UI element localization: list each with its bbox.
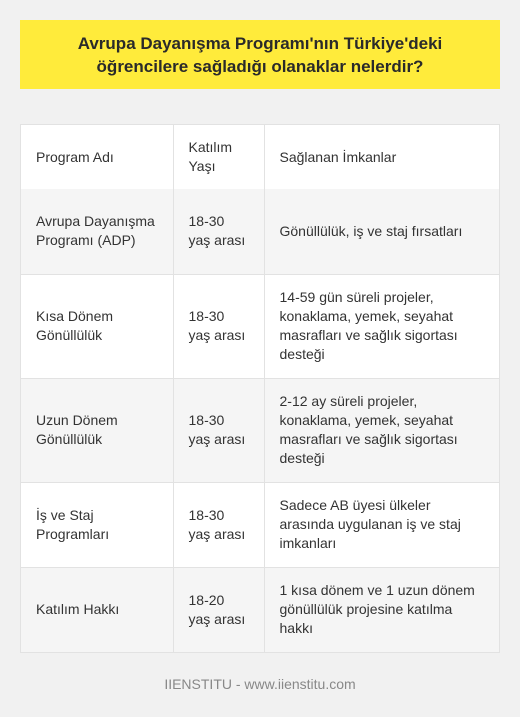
- cell-program-name: Avrupa Dayanışma Programı (ADP): [21, 189, 173, 274]
- table-row: [21, 274, 499, 378]
- cell-age: 18-30 yaş arası: [173, 378, 264, 482]
- cell-opportunities: 2-12 ay süreli projeler, konaklama, yemek, seyahat masrafları ve sağlık sigortası desteği: [279, 393, 458, 466]
- cell-program-name: Katılım Hakkı: [21, 567, 173, 652]
- table-row: [21, 482, 499, 567]
- cell-opportunities: Sadece AB üyesi ülkeler arasında uygulanan iş ve staj imkanları: [279, 497, 461, 551]
- cell-opportunities: 14-59 gün süreli projeler, konaklama, yemek, seyahat masrafları ve sağlık sigortası desteği: [279, 289, 458, 362]
- programs-table-grid: [21, 125, 499, 652]
- table-row: [21, 378, 499, 482]
- page-title: Avrupa Dayanışma Programı'nın Türkiye'deki öğrencilere sağladığı olanaklar nelerdir?: [77, 33, 443, 76]
- cell-age: 18-30 yaş arası: [173, 189, 264, 274]
- header-program-name: Program Adı: [21, 125, 173, 189]
- cell-opportunities: 1 kısa dönem ve 1 uzun dönem gönüllülük projesine katılma hakkı: [279, 582, 475, 637]
- table-row: [21, 567, 499, 652]
- cell-age: 18-30 yaş arası: [173, 482, 264, 567]
- cell-program-name: İş ve Staj Programları: [21, 482, 173, 567]
- cell-age: 18-30 yaş arası: [173, 274, 264, 378]
- cell-opportunities: Gönüllülük, iş ve staj fırsatları: [279, 222, 463, 239]
- header-age: Katılım Yaşı: [173, 125, 264, 189]
- footer-credit: IIENSTITU - www.iienstitu.com: [164, 676, 356, 692]
- title-banner: [20, 20, 500, 89]
- cell-program-name: Kısa Dönem Gönüllülük: [21, 274, 173, 378]
- cell-age: 18-20 yaş arası: [173, 567, 264, 652]
- header-opportunities: Sağlanan İmkanlar: [279, 148, 397, 165]
- table-header-row: [21, 125, 499, 189]
- programs-table: [20, 124, 500, 653]
- cell-program-name: Uzun Dönem Gönüllülük: [21, 378, 173, 482]
- table-row: [21, 189, 499, 274]
